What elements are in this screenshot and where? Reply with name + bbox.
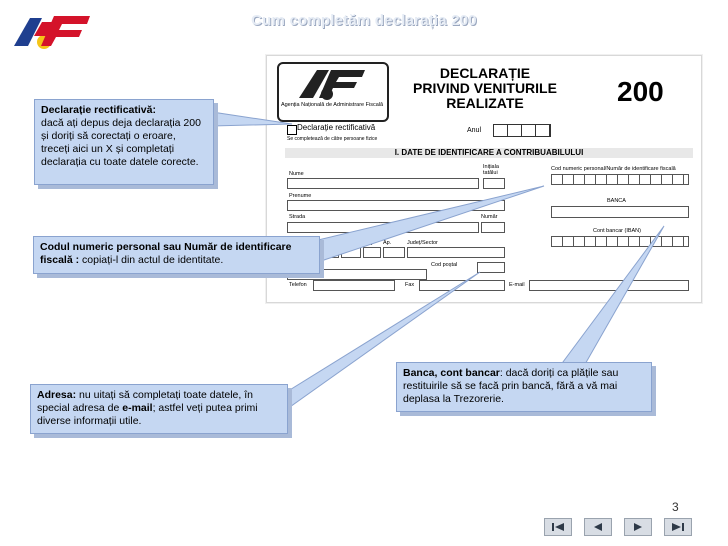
callout-adresa-body2: ; astfel veți putea primi diverse informații utile. [37, 402, 258, 427]
pointer-rectificativa [212, 112, 292, 126]
cont-label: Cont bancar (IBAN) [593, 228, 641, 234]
rectificativa-label: Declarație rectificativă [297, 123, 376, 132]
page-number: 3 [672, 500, 679, 514]
numar-label: Număr [481, 214, 498, 220]
cod-postal-label: Cod poștal [431, 262, 458, 268]
callout-rectificativa [34, 99, 214, 185]
form-title: DECLARAȚIE PRIVIND VENITURILE REALIZATE [413, 65, 557, 111]
callout-cnp [33, 236, 320, 274]
nume-label: Nume [289, 171, 304, 177]
section-title: I. DATE DE IDENTIFICARE A CONTRIBUABILULUI [285, 148, 693, 158]
cnp-label: Cod numeric personal/Număr de identificare fiscală [551, 166, 676, 172]
callout-adresa [30, 384, 288, 434]
next-slide-icon [631, 522, 645, 532]
last-slide-icon [671, 522, 685, 532]
pointer-cnp [318, 186, 544, 262]
callout-adresa-title: Adresa: [37, 389, 77, 401]
form-number: 200 [617, 76, 664, 107]
strada-label: Strada [289, 214, 306, 220]
initiala-label: Inițiala tatălui [483, 164, 499, 176]
slide-title: Cum completăm declarația 200 [251, 12, 477, 29]
anul-label: Anul [467, 127, 482, 134]
callout-banca [396, 362, 652, 412]
callout-adresa-body: nu uitați să completați toate datele, în special adresa de [37, 389, 253, 414]
email-label: E-mail [509, 282, 525, 288]
judet-label: Județ/Sector [407, 240, 438, 246]
last-slide-button[interactable] [664, 518, 692, 536]
first-slide-button[interactable] [544, 518, 572, 536]
banca-label: BANCA [607, 198, 626, 204]
callout-cnp-body: copiați-l din actul de identitate. [79, 254, 224, 266]
callout-rectificativa-title: Declarație rectificativă: [41, 104, 156, 116]
telefon-label: Telefon [289, 282, 307, 288]
fax-label: Fax [405, 282, 415, 288]
callout-cnp-title: Codul numeric personal sau Număr de identificare fiscală : [40, 241, 292, 266]
previous-slide-icon [591, 522, 605, 532]
callout-adresa-email: e-mail [122, 402, 153, 414]
first-slide-icon [551, 522, 565, 532]
agency-name: Agenția Națională de Administrare Fiscală [280, 102, 384, 108]
callout-banca-title: Banca, cont bancar [403, 367, 500, 379]
ap-label: Ap. [383, 240, 392, 246]
prenume-label: Prenume [289, 193, 312, 199]
pointer-banca [560, 226, 664, 366]
rectificativa-note: Se completează de către persoane fizice [287, 136, 378, 142]
callout-rectificativa-body: dacă ați depus deja declarația 200 și doriți să corectați o eroare, treceți aici un X și completați declarația cu toate datele corecte. [41, 117, 201, 168]
next-slide-button[interactable] [624, 518, 652, 536]
previous-slide-button[interactable] [584, 518, 612, 536]
callout-banca-body: : dacă doriți ca plățile sau restituirile să se facă prin bancă, fără a vă mai deplasa la Trezorerie. [403, 367, 619, 405]
